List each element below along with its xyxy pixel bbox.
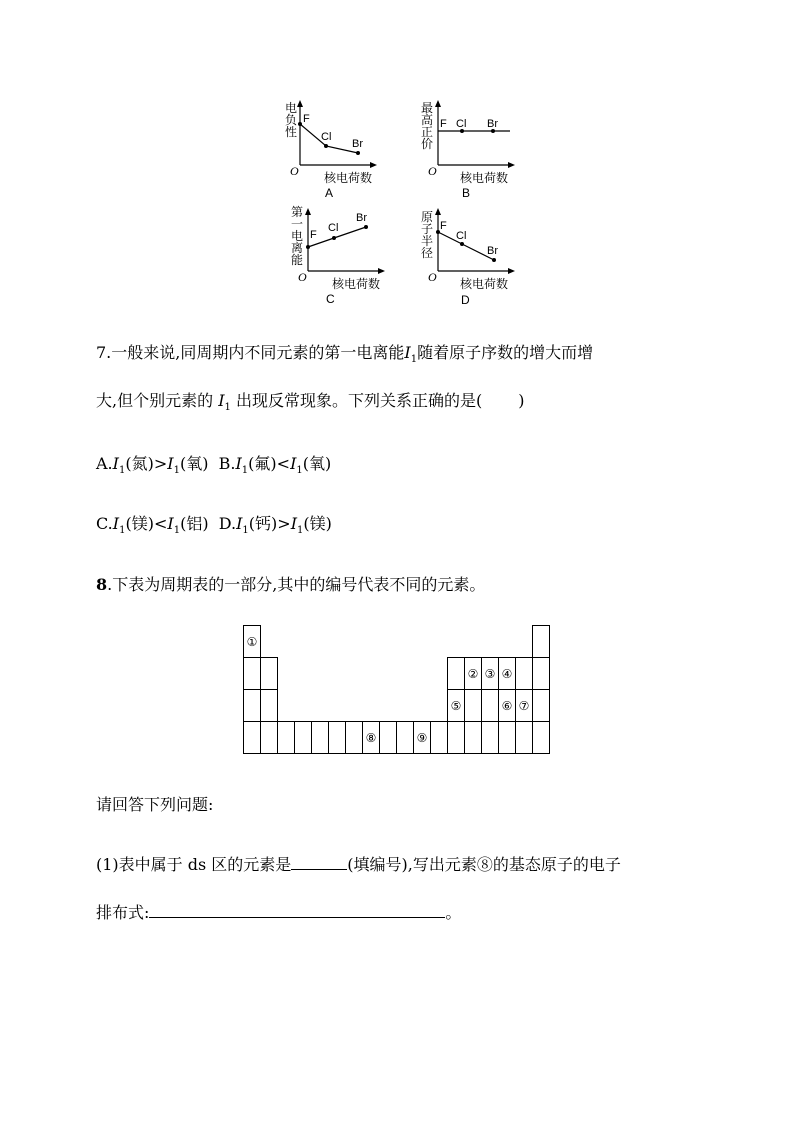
- chart-c-point-f: F: [310, 229, 317, 241]
- chart-a-ylabel: 电 负 性: [284, 101, 297, 139]
- cell-4: ④: [499, 658, 516, 690]
- q7-option-d[interactable]: $D.I_1$(钙)$>I_1$(镁): [218, 514, 332, 537]
- chart-a-origin: O: [290, 164, 299, 178]
- q7-option-c[interactable]: $C.I_1$(镁)$<I_1$(铝): [96, 514, 209, 537]
- cell-9: ⑨: [414, 722, 431, 754]
- q7-options-cd: [96, 511, 332, 536]
- q7-option-a[interactable]: $A.I_1$(氮)$>I_1$(氧): [96, 454, 209, 477]
- chart-d-point-br: Br: [487, 245, 498, 257]
- chart-b-letter: B: [462, 186, 471, 200]
- chart-d-point-cl: Cl: [456, 230, 467, 242]
- chart-a-point-f: F: [303, 113, 310, 125]
- q8-stem: 8.下表为周期表的一部分,其中的编号代表不同的元素。: [96, 575, 486, 594]
- chart-d-origin: O: [428, 270, 437, 284]
- chart-b-point-cl: Cl: [456, 118, 467, 130]
- chart-d-point-f: F: [440, 220, 447, 232]
- cell-7: ⑦: [516, 690, 533, 722]
- cell-1: ①: [244, 626, 261, 658]
- chart-d-xlabel: 核电荷数: [460, 277, 509, 291]
- chart-c-origin: O: [298, 270, 307, 284]
- chart-b-point-f: F: [440, 118, 447, 130]
- chart-c-point-br: Br: [356, 212, 367, 224]
- chart-c-xlabel: 核电荷数: [332, 277, 381, 291]
- chart-d: [420, 208, 530, 307]
- chart-a-point-br: Br: [352, 138, 363, 150]
- q8-sub1-line2: 排布式: 。: [96, 903, 462, 922]
- chart-d-letter: D: [461, 293, 470, 307]
- q8-sub1-line1: (1)表中属于 ds 区的元素是 (填编号),写出元素⑧的基态原子的电子: [96, 855, 621, 874]
- cell-3: ③: [482, 658, 499, 690]
- q7-options-ab: [96, 451, 331, 476]
- chart-d-ylabel: 原 子 半 径: [420, 210, 433, 260]
- chart-b-point-br: Br: [487, 118, 498, 130]
- chart-a-xlabel: 核电荷数: [324, 171, 373, 185]
- chart-c-letter: C: [326, 292, 335, 306]
- answer-blank-config[interactable]: [149, 917, 445, 918]
- q7-option-b[interactable]: $B.I_1$(氟)$<I_1$(氧): [218, 454, 332, 477]
- chart-a-letter: A: [325, 186, 334, 200]
- cell-8: ⑧: [363, 722, 380, 754]
- cell-5: ⑤: [448, 690, 465, 722]
- chart-b-xlabel: 核电荷数: [460, 171, 509, 185]
- chart-c: [290, 205, 400, 306]
- cell-2: ②: [465, 658, 482, 690]
- chart-a-point-cl: Cl: [321, 131, 332, 143]
- answer-blank-ds[interactable]: [291, 869, 347, 870]
- chart-b-ylabel: 最 高 正 价: [420, 101, 433, 151]
- periodic-table-fragment: [243, 625, 550, 754]
- chart-b-origin: O: [428, 164, 437, 178]
- chart-a: [284, 100, 394, 200]
- q7-line2: 大,但个别元素的 $I_1$ 出现反常现象。下列关系正确的是( ): [96, 391, 525, 414]
- chart-c-point-cl: Cl: [328, 222, 339, 234]
- q7-line1: 7.一般来说,同周期内不同元素的第一电离能$I_1$随着原子序数的增大而增: [96, 343, 594, 366]
- chart-b: [420, 100, 530, 200]
- q8-prompt: 请回答下列问题:: [96, 795, 214, 814]
- chart-c-ylabel: 第 一 电 离 能: [290, 205, 303, 267]
- cell-6: ⑥: [499, 690, 516, 722]
